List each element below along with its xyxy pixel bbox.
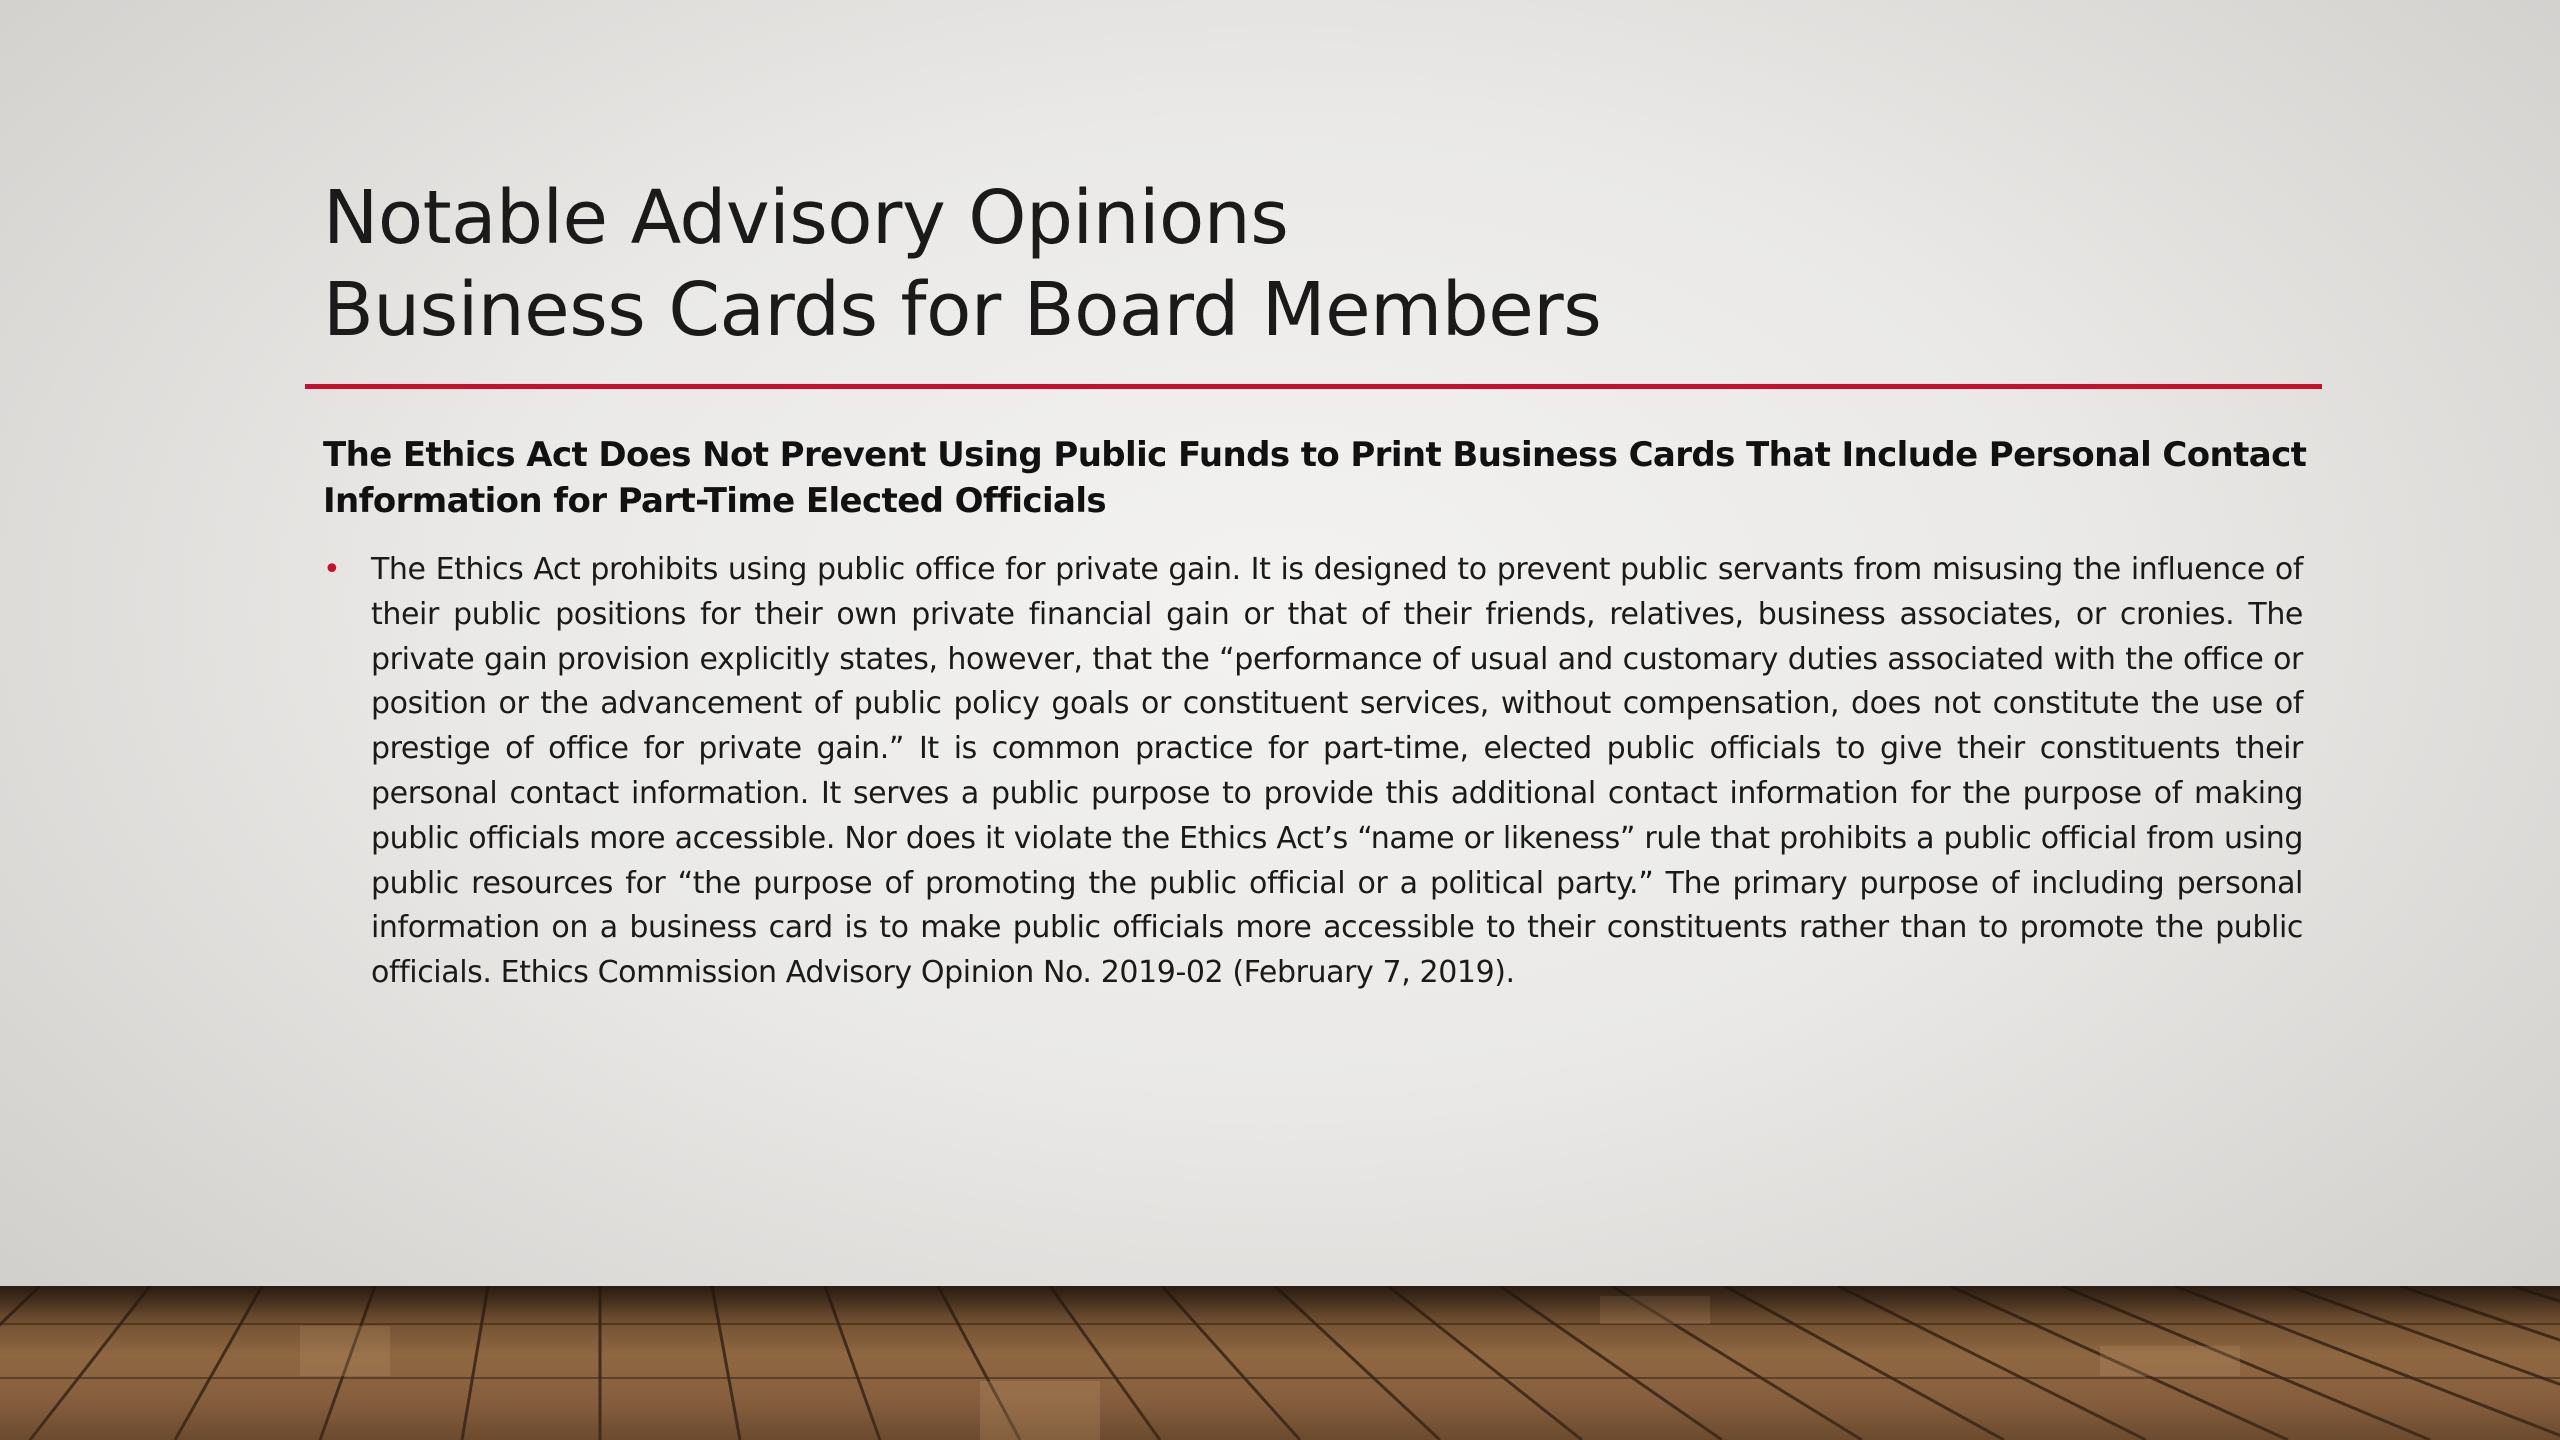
slide-subheading: The Ethics Act Does Not Prevent Using Public Funds to Print Business Cards That Include Personal Contact Information for Part-Time Elected Officials	[323, 435, 2307, 521]
bullet-item	[323, 548, 2303, 996]
slide-title	[323, 172, 2283, 356]
slide-title-line-2: Business Cards for Board Members	[323, 267, 1602, 353]
slide-title-line-1: Notable Advisory Opinions	[323, 175, 1289, 261]
bullet-list	[323, 548, 2303, 996]
wood-floor-background	[0, 1286, 2560, 1440]
bullet-text: The Ethics Act prohibits using public office for private gain. It is designed to prevent public servants from misusing the influence of their public positions for their own private financial gain or that of their friends, relatives, business associates, or cronies. The private gain provision explicitly states, however, that the “performance of usual and customary duties associated with the office or position or the advancement of public policy goals or constituent services, without compensation, does not constitute the use of prestige of office for private gain.” It is common practice for part-time, elected public officials to give their constituents their personal contact information. It serves a public purpose to provide this additional contact information for the purpose of making public officials more accessible. Nor does it violate the Ethics Act’s “name or likeness” rule that prohibits a public official from using public resources for “the purpose of promoting the public official or a political party.” The primary purpose of including personal information on a business card is to make public officials more accessible to their constituents rather than to promote the public officials. Ethics Commission Advisory Opinion No. 2019-02 (February 7, 2019).	[371, 552, 2303, 991]
wood-planks-graphic	[0, 1286, 2560, 1440]
bullet-marker-icon: •	[323, 552, 341, 587]
title-divider	[305, 384, 2322, 389]
